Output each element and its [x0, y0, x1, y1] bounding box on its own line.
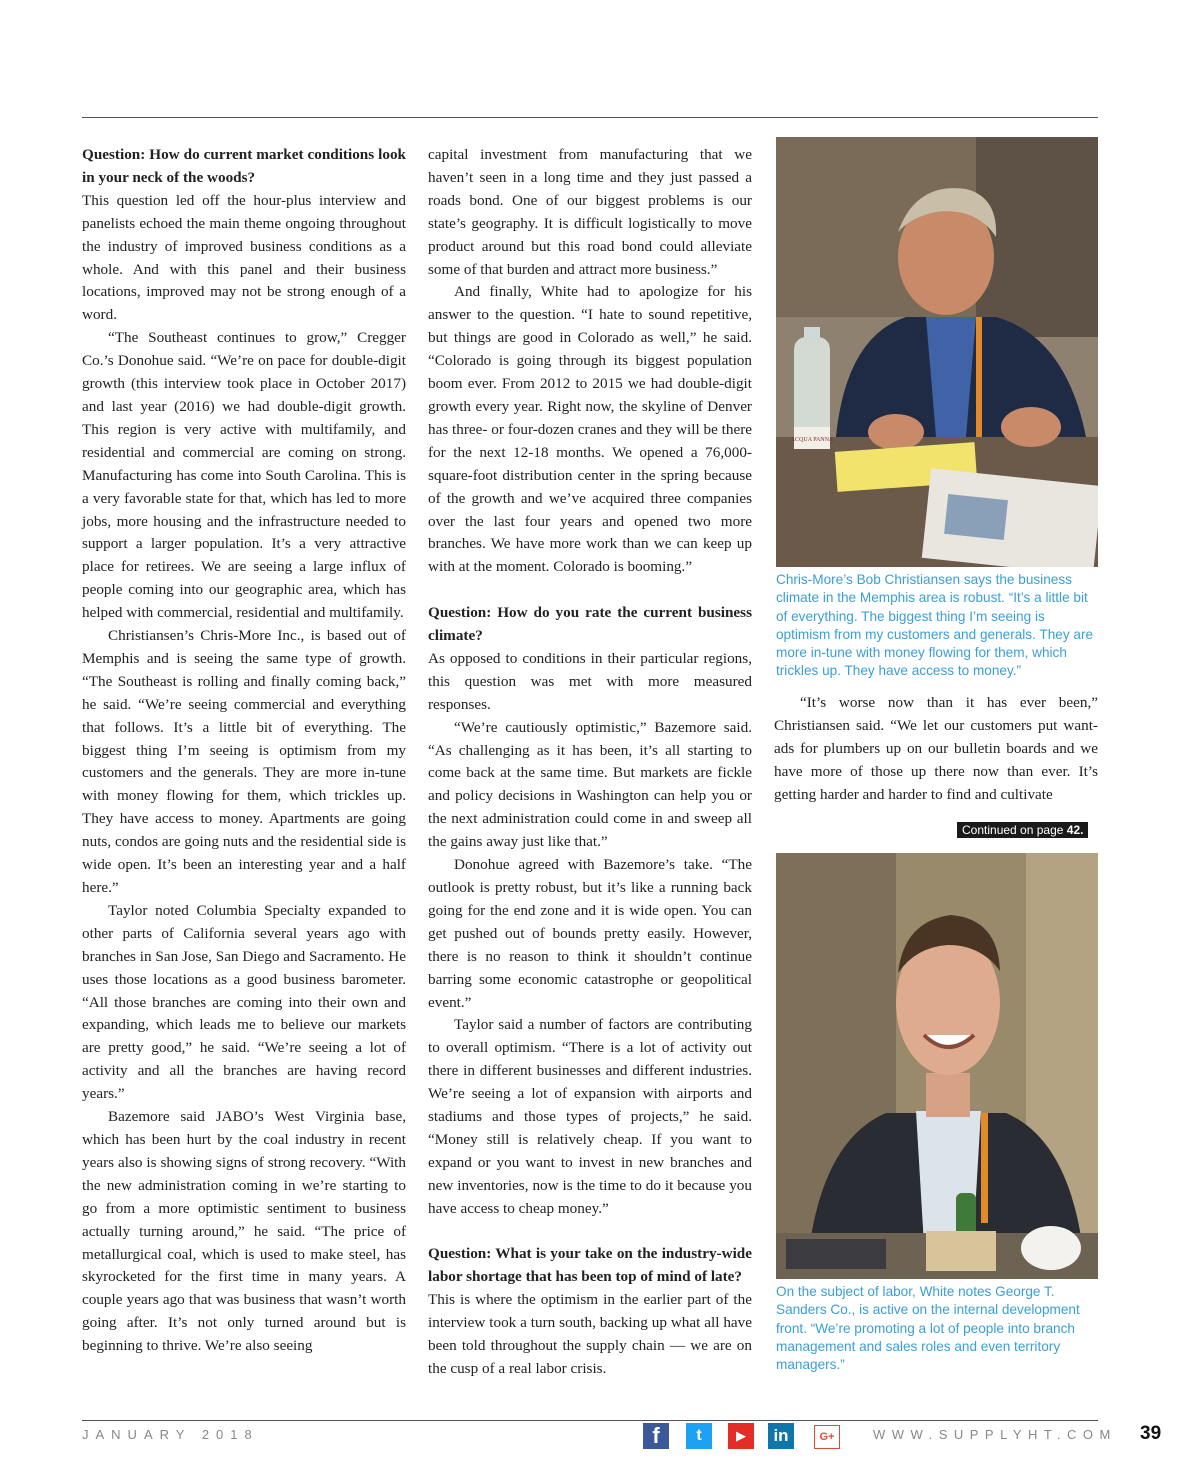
continued-page-number: 42. — [1066, 823, 1084, 837]
bottle-label: ACQUA PANNA — [790, 437, 834, 443]
article-paragraph: And finally, White had to apologize for his answer to the question. “I hate to sound repetitive, but things are good in Colorado as well,” he said. “Colorado is going through its biggest population boom ever. From 2012 to 2015 we had double-digit growth every year. Right now, the skyline of Denver has three- or four-dozen cranes and they will be there for the next 12-18 months. We opened a 76,000-square-foot distribution center in the spring because of the growth and we’ve acquired three companies over the last four years and opened two more branches. We have more work than we can keep up with at the moment. Colorado is booming.” — [428, 283, 752, 576]
question-heading: Question: How do current market conditions look in your neck of the woods? — [82, 146, 406, 186]
article-column-2 — [428, 144, 752, 1381]
article-paragraph: “It’s worse now than it has ever been,” Christiansen said. “We let our customers put want-ads for plumbers up on our bulletin boards and we have more of those up there now than ever. It’s getting harder and harder to find and cultivate — [774, 694, 1098, 803]
article-paragraph: capital investment from manufacturing that we haven’t seen in a long time and they just passed a roads bond. One of our biggest problems is our state’s geography. It is difficult logistically to move product around but this road bond could alleviate some of that burden and attract more business.” — [428, 146, 752, 278]
article-column-1 — [82, 144, 406, 1358]
article-paragraph: Donohue agreed with Bazemore’s take. “The outlook is pretty robust, but it’s like a running back going for the end zone and it is wide open. You can get pushed out of bounds pretty easily. However, there is no reason to think it shouldn’t continue barring some economic catastrophe or geopolitical event.” — [428, 856, 752, 1011]
article-paragraph: This question led off the hour-plus interview and panelists echoed the main theme ongoing throughout the industry of improved business conditions as a whole. And with this panel and their business locations, improved may not be strong enough of a word. — [82, 191, 406, 324]
youtube-icon[interactable]: ▶ — [728, 1423, 754, 1449]
photo-illustration — [776, 853, 1098, 1279]
article-column-3 — [774, 692, 1098, 807]
footer-rule — [82, 1420, 1098, 1421]
googleplus-icon[interactable]: G+ — [814, 1425, 840, 1449]
linkedin-icon[interactable]: in — [768, 1423, 794, 1449]
continued-label: Continued on page 42. — [957, 822, 1088, 838]
question-heading: Question: How do you rate the current business climate? — [428, 604, 752, 645]
photo-caption: Chris-More’s Bob Christiansen says the business climate in the Memphis area is robust. “It’s a little bit of everything. The biggest thing I’m seeing is optimism from my customers and generals. They are more in-tune with money flowing for them, which trickles up. They have access to money.” — [776, 572, 1094, 679]
article-paragraph: Taylor noted Columbia Specialty expanded to other parts of California several years ago with branches in San Jose, San Diego and Sacramento. He uses those locations as a good business barometer. “All those branches are coming into their own and expanding, which leads me to believe our markets are pretty good,” he said. “We’re seeing a lot of activity and all the branches are having record years.” — [82, 901, 406, 1103]
page-number: 39 — [1140, 1423, 1162, 1444]
article-paragraph: As opposed to conditions in their particular regions, this question was met with more measured responses. — [428, 649, 752, 713]
article-paragraph: Taylor said a number of factors are contributing to overall optimism. “There is a lot of activity out there in different businesses and different industries. We’re seeing a lot of expansion with airports and stadiums and those types of projects,” he said. “Money still is relatively cheap. If you want to expand or you want to invest in new branches and new inventories, now is the time to do it because you have access to cheap money.” — [428, 1016, 752, 1217]
photo-bob-christiansen — [776, 137, 1098, 567]
photo-white — [776, 853, 1098, 1279]
twitter-icon[interactable]: t — [686, 1423, 712, 1449]
facebook-icon[interactable]: f — [643, 1423, 669, 1449]
article-paragraph: “The Southeast continues to grow,” Cregger Co.’s Donohue said. “We’re on pace for double-digit growth (this interview took place in October 2017) and last year (2016) we had double-digit growth. This region is very active with multifamily, and residential and commercial are coming on strong. Manufacturing has come into South Carolina. This is a very favorable state for that, which has led to more jobs, more housing and the infrastructure needed to support a larger population. It’s a very attractive place for retirees. We are seeing a large influx of people coming into our geographic area, which has helped with commercial, residential and multifamily. — [82, 329, 406, 622]
question-heading: Question: What is your take on the industry-wide labor shortage that has been top of mind of late? — [428, 1245, 752, 1286]
photo-caption: On the subject of labor, White notes George T. Sanders Co., is active on the internal development front. “We’re promoting a lot of people into branch management and sales roles and even territory managers.” — [776, 1284, 1080, 1373]
photo-illustration — [776, 137, 1098, 567]
article-paragraph: “We’re cautiously optimistic,” Bazemore said. “As challenging as it has been, it’s all starting to come back at the same time. But markets are fickle and policy decisions in Washington can help you or the next administration could come in and sweep all the gains away just like that.” — [428, 718, 752, 851]
website-url-link[interactable]: WWW.SUPPLYHT.COM — [873, 1427, 1117, 1442]
header-rule — [82, 117, 1098, 118]
article-paragraph: This is where the optimism in the earlier part of the interview took a turn south, backing up what all have been told throughout the supply chain — we are on the cusp of a real labor crisis. — [428, 1291, 752, 1377]
issue-date: JANUARY 2018 — [82, 1427, 259, 1442]
article-paragraph: Christiansen’s Chris-More Inc., is based out of Memphis and is seeing the same type of growth. “The Southeast is rolling and finally coming back,” he said. “We’re seeing commercial and everything that follows. It’s a little bit of everything. The biggest thing I’m seeing is optimism from my customers and the generals. They are more in-tune with money flowing for them, which trickles up. They have access to money. Apartments are going nuts, condos are going nuts and the residential side is wide open. It’s been an interesting year and a half here.” — [82, 627, 406, 896]
article-paragraph: Bazemore said JABO’s West Virginia base, which has been hurt by the coal industry in recent years also is showing signs of strong recovery. “With the new administration coming in we’re starting to go from a more optimistic sentiment to business actually turning around,” he said. “The price of metallurgical coal, which is used to make steel, has skyrocketed for the first time in many years. A couple years ago that was business that wasn’t worth going after. It’s not only turned around but is beginning to thrive. We’re also seeing — [82, 1108, 406, 1355]
